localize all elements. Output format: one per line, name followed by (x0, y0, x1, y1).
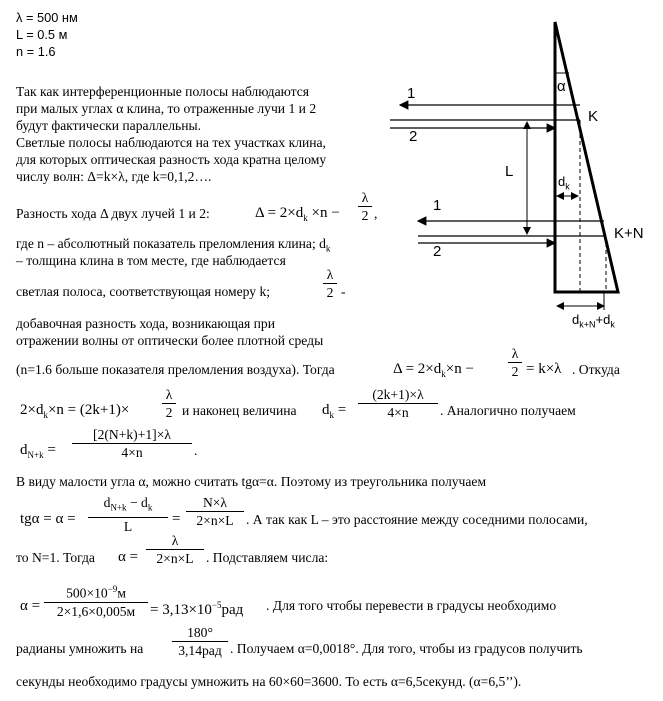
para2-dash: - (341, 284, 346, 299)
para4-tg: tgα = α = (20, 511, 76, 527)
para3-frac4: [2(N+k)+1]×λ 4×n (72, 427, 192, 460)
para1-line6: числу волн: Δ=k×λ, где k=0,1,2…. (16, 169, 212, 184)
para4-frac1: $d_{N+k} - d_k$ L (88, 495, 168, 534)
para3-formula1: $\Delta = 2\times d_k\times n$ − (393, 361, 474, 379)
para1-line3: будут фактически параллельны. (16, 118, 202, 133)
para4-alpha2: α = (20, 598, 41, 614)
para3-eq1: = k×λ (526, 361, 562, 377)
para3-line1: (n=1.6 больше показателя преломления воздуха). Тогда (16, 362, 335, 377)
fig-ray1-bot: 1 (433, 197, 442, 214)
para4-frac5: 180° 3,14рад (172, 625, 228, 658)
para4-frac2: N×λ 2×n×L (186, 495, 244, 528)
fig-dkn: $d_{k+N}+d_k$ (572, 312, 615, 330)
fig-ray2-top: 2 (409, 128, 418, 145)
para3-formula2: $2\times d_k\times n = (2k+1)\times$ (20, 402, 130, 420)
para4-line1: В виду малости угла α, можно считать tgα=α. Поэтому из треугольника получаем (16, 474, 487, 489)
para2-comma: , (374, 206, 378, 221)
para1-line5: для которых оптическая разность хода кратна целому (16, 152, 327, 167)
para4-line3: то N=1. Тогда (16, 550, 95, 565)
para4-line5: радианы умножить на (16, 641, 144, 656)
para4-line4-tail: . Для того чтобы перевести в градусы необходимо (266, 598, 557, 613)
para2-line3: – толщина клина в том месте, где наблюдается (16, 253, 286, 268)
para4-line5-tail: . Получаем α=0,0018°. Для того, чтобы из градусов получить (230, 641, 583, 656)
para2-line4: светлая полоса, соответствующая номеру k; (16, 284, 271, 299)
para4-tail: . А так как L – это расстояние между соседними полосами, (246, 512, 588, 527)
para3-end1: . Откуда (572, 362, 620, 377)
para4-frac4: $500\times 10^{-9}м$ 2×1,6×0,005м (44, 582, 148, 619)
given-L: L = 0.5 м (16, 27, 68, 42)
para3-dnk: $d_{N+k}$ = (20, 442, 56, 460)
wedge-shape (555, 22, 618, 292)
para3-end3: . (194, 443, 198, 458)
para4-line3-end: . Подставляем числа: (206, 550, 329, 565)
para4-line6: секунды необходимо градусы умножить на 60×60=3600. То есть α=6,5секунд. (α=6,5’’). (16, 674, 522, 689)
fig-ray2-bot: 2 (433, 243, 442, 260)
para2-line5: добавочная разность хода, возникающая при (16, 316, 275, 331)
para1-line2: при малых углах α клина, то отраженные лучи 1 и 2 (16, 101, 317, 116)
fig-alpha: α (557, 78, 566, 95)
para2-line6: отражении волны от оптически более плотной среды (16, 333, 324, 348)
para2-lead: Разность хода Δ двух лучей 1 и 2: (16, 206, 210, 221)
para2-line2: где n – абсолютный показатель преломления клина; $d_k$ (16, 236, 331, 254)
para3-tail2: . Аналогично получаем (440, 403, 576, 418)
para2-frac2: λ 2 (323, 267, 337, 300)
para4-result: = $3,13\times 10^{-5}рад$ (150, 600, 244, 618)
para3-frac3: (2k+1)×λ 4×n (358, 387, 438, 420)
para3-frac2: λ 2 (162, 387, 176, 420)
para3-frac1: λ 2 (508, 346, 522, 379)
para1-line4: Светлые полосы наблюдаются на тех участках клина, (16, 135, 326, 150)
fig-K: K (588, 108, 599, 125)
given-n: n = 1.6 (16, 44, 56, 59)
fig-dk: $d_k$ (558, 174, 570, 192)
para4-alpha1: α = (118, 549, 139, 565)
para1-line1: Так как интерференционные полосы наблюдаются (16, 84, 309, 99)
para4-frac3: λ 2×n×L (146, 533, 204, 566)
para3-dk: $d_k$ = (322, 402, 347, 420)
para3-text2: и наконец величина (182, 403, 297, 418)
fig-ray1-top: 1 (407, 85, 416, 102)
para2-frac: λ 2 (358, 190, 372, 223)
given-lambda: λ = 500 нм (16, 10, 78, 25)
para4-eq2: = (172, 511, 181, 527)
fig-KN: K+N (614, 225, 644, 242)
fig-L: L (505, 163, 514, 180)
para2-formula: $\Delta = 2\times d_k \times n$ − (255, 205, 340, 223)
